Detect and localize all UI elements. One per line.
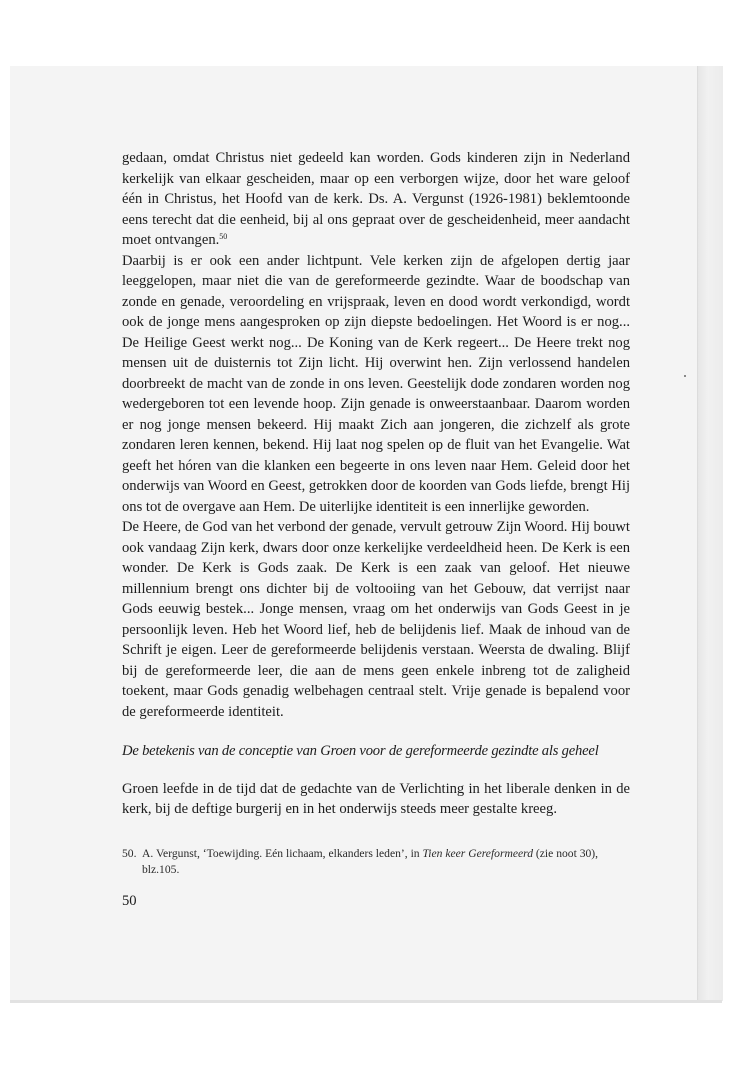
- section-heading: De betekenis van de conceptie van Groen voor de gereformeerde gezindte als geheel: [122, 743, 599, 759]
- paragraph-3: De Heere, de God van het verbond der genade, vervult getrouw Zijn Woord. Hij bouwt ook vandaag Zijn kerk, dwars door onze kerkelijke verdeeldheid heen. De Kerk is een wonder. De Kerk is Gods zaak. De Kerk is een zaak van geloof. Het nieuwe millennium brengt ons dichter bij de voltooiing van het Gebouw, dat verrijst naar Gods eeuwig bestek... Jonge mensen, vraag om het onderwijs van Gods Geest in je persoonlijk leven. Heb het Woord lief, heb de belijdenis lief. Maak de inhoud van de Schrift je eigen. Leer de gereformeerde belijdenis verstaan. Weersta de dwaling. Blijf bij de gereformeerde leer, die aan de mens geen enkele inbreng tot de zaligheid toekent, maar Gods genadig welbehagen centraal stelt. Vrije genade is bepalend voor de gereformeerde identiteit.: [122, 519, 630, 720]
- footnote-reference[interactable]: 50: [219, 232, 228, 241]
- page-edge: [697, 66, 723, 1001]
- paragraph-2: Daarbij is er ook een ander lichtpunt. Vele kerken zijn de afgelopen dertig jaar leeggelopen, maar niet die van de gereformeerde gezindte. Waar de boodschap van zonde en genade, veroordeling en vrijspraak, leven en dood wordt verkondigd, wordt ook de jonge mens aangesproken op zijn diepste bedoelingen. Het Woord is er nog... De Heilige Geest werkt nog... De Koning van de Kerk regeert... De Heere trekt nog mensen uit de duisternis tot Zijn licht. Hij overwint hen. Zijn verlossend handelen doorbreekt de macht van de zonde in ons leven. Geestelijk dode zondaren worden nog wedergeboren tot een levende hoop. Zijn genade is onweerstaanbaar. Daarom worden er nog jonge mensen bekeerd. Hij maakt Zich aan jongeren, die zichzelf als grote zondaren leren kennen, bekend. Hij laat nog spelen op de fluit van het Evangelie. Wat geeft het hóren van die klanken een begeerte in ons leven naar Hem. Geleid door het onderwijs van Woord en Geest, getrokken door de koorden van Gods liefde, brengt Hij ons tot de overgave aan Hem. De uiterlijke identiteit is een innerlijke geworden.: [122, 252, 630, 515]
- page-number: 50: [122, 893, 137, 909]
- footnote: [122, 846, 632, 878]
- scan-speck: [684, 375, 686, 377]
- section-paragraph: Groen leefde in de tijd dat de gedachte van de Verlichting in het liberale denken in de kerk, bij de deftige burgerij en in het onderwijs steeds meer gestalte kreeg.: [122, 780, 630, 817]
- footnote-text-end: (zie noot 30),: [533, 847, 599, 860]
- footnote-number: 50.: [122, 847, 137, 860]
- body-text: [122, 148, 630, 820]
- footnote-continuation: blz.105.: [142, 863, 180, 876]
- paragraph-1-text: gedaan, omdat Christus niet gedeeld kan worden. Gods kinderen zijn in Nederland kerkelijk van elkaar gescheiden, maar op een verborgen wijze, door het ware geloof één in Christus, het Hoofd van de kerk. Ds. A. Vergunst (1926-1981) beklemtoonde eens terecht dat die eenheid, bij al ons gepraat over de gescheidenheid, meer aandacht moet ontvangen.: [122, 150, 630, 248]
- footnote-title: Tien keer Gereformeerd: [422, 847, 534, 860]
- paragraph-1: [122, 148, 630, 251]
- footnote-text: A. Vergunst, ‘Toewijding. Eén lichaam, elkanders leden’, in: [142, 847, 423, 860]
- page-bottom-shadow: [10, 1000, 722, 1003]
